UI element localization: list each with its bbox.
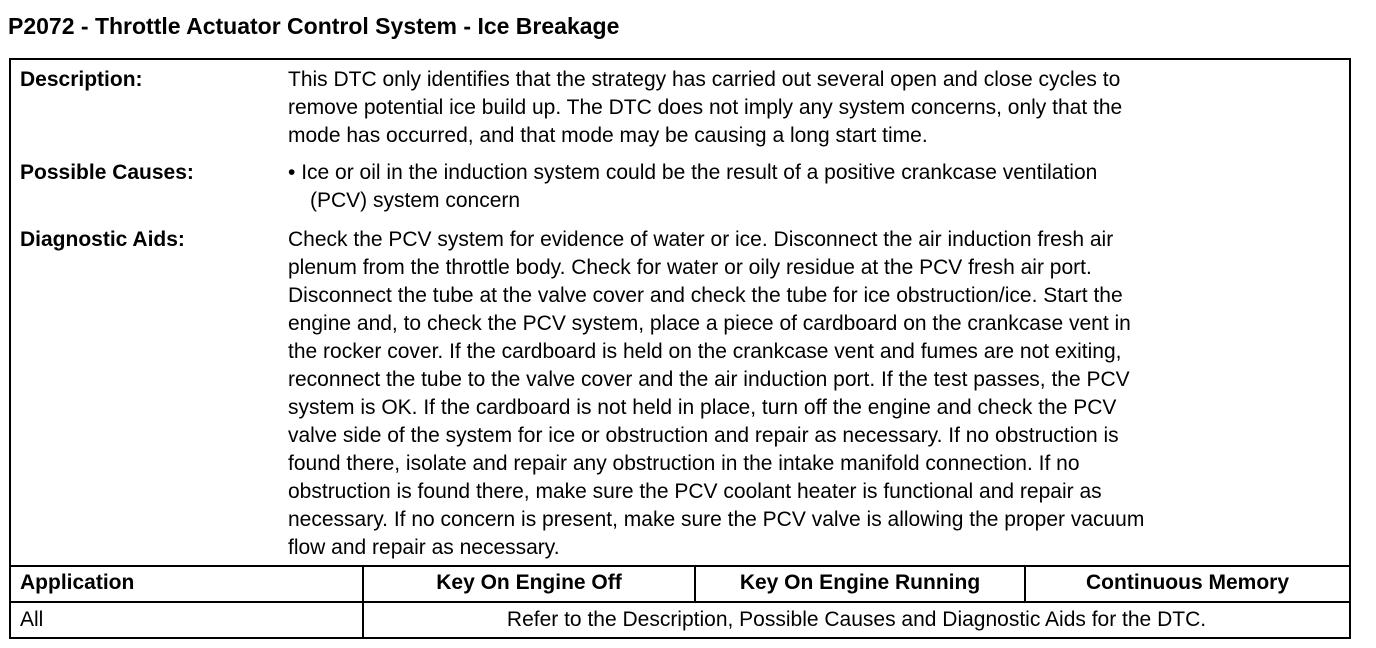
- diagnostic-aids-line: necessary. If no concern is present, make sure the PCV valve is allowing the proper vacuum: [288, 508, 1145, 531]
- diagnostic-aids-line: Disconnect the tube at the valve cover and check the tube for ice obstruction/ice. Start the: [288, 284, 1123, 307]
- description-line: This DTC only identifies that the strategy has carried out several open and close cycles to: [288, 68, 1121, 91]
- bullet-icon: •: [288, 161, 296, 184]
- diagnostic-aids-line: reconnect the tube to the valve cover and the air induction port. If the test passes, the PCV: [288, 368, 1130, 391]
- page-title: P2072 - Throttle Actuator Control System - Ice Breakage: [8, 13, 620, 39]
- dtc-table: [9, 58, 1351, 639]
- diagnostic-aids-line: plenum from the throttle body. Check for water or oily residue at the PCV fresh air port.: [288, 256, 1092, 279]
- diagnostic-aids-line: flow and repair as necessary.: [288, 536, 560, 559]
- table-divider: [11, 601, 1349, 603]
- diagnostic-aids-line: valve side of the system for ice or obstruction and repair as necessary. If no obstruction is: [288, 424, 1119, 447]
- header-continuous-memory: Continuous Memory: [1086, 571, 1289, 594]
- diagnostic-aids-line: engine and, to check the PCV system, place a piece of cardboard on the crankcase vent in: [288, 312, 1131, 335]
- diagnostic-aids-line: Check the PCV system for evidence of water or ice. Disconnect the air induction fresh air: [288, 228, 1114, 251]
- description-text: [288, 66, 1341, 150]
- diagnostic-aids-line: the rocker cover. If the cardboard is held on the crankcase vent and fumes are not exiting,: [288, 340, 1122, 363]
- list-item: • Ice or oil in the induction system could be the result of a positive crankcase ventilation: [288, 161, 1098, 184]
- diagnostic-aids-text: [288, 226, 1341, 562]
- diagnostic-aids-line: found there, isolate and repair any obstruction in the intake manifold connection. If no: [288, 452, 1080, 475]
- diagnostic-aids-line: system is OK. If the cardboard is not held in place, turn off the engine and check the PCV: [288, 396, 1117, 419]
- header-key-on-engine-off: Key On Engine Off: [436, 571, 622, 594]
- description-label: Description:: [20, 68, 143, 91]
- diagnostic-aids-line: obstruction is found there, make sure the PCV coolant heater is functional and repair as: [288, 480, 1102, 503]
- header-key-on-engine-running: Key On Engine Running: [739, 571, 981, 594]
- possible-causes-label: Possible Causes:: [20, 161, 194, 184]
- table-row-note: Refer to the Description, Possible Causes and Diagnostic Aids for the DTC.: [506, 608, 1207, 631]
- list-item-continuation: (PCV) system concern: [310, 189, 521, 212]
- possible-causes-list: [288, 159, 1341, 215]
- table-row-application: All: [20, 608, 44, 631]
- description-line: remove potential ice build up. The DTC does not imply any system concerns, only that the: [288, 96, 1123, 119]
- header-application: Application: [20, 571, 135, 594]
- table-divider: [11, 565, 1349, 567]
- diagnostic-aids-label: Diagnostic Aids:: [20, 228, 185, 251]
- description-line: mode has occurred, and that mode may be causing a long start time.: [288, 124, 928, 147]
